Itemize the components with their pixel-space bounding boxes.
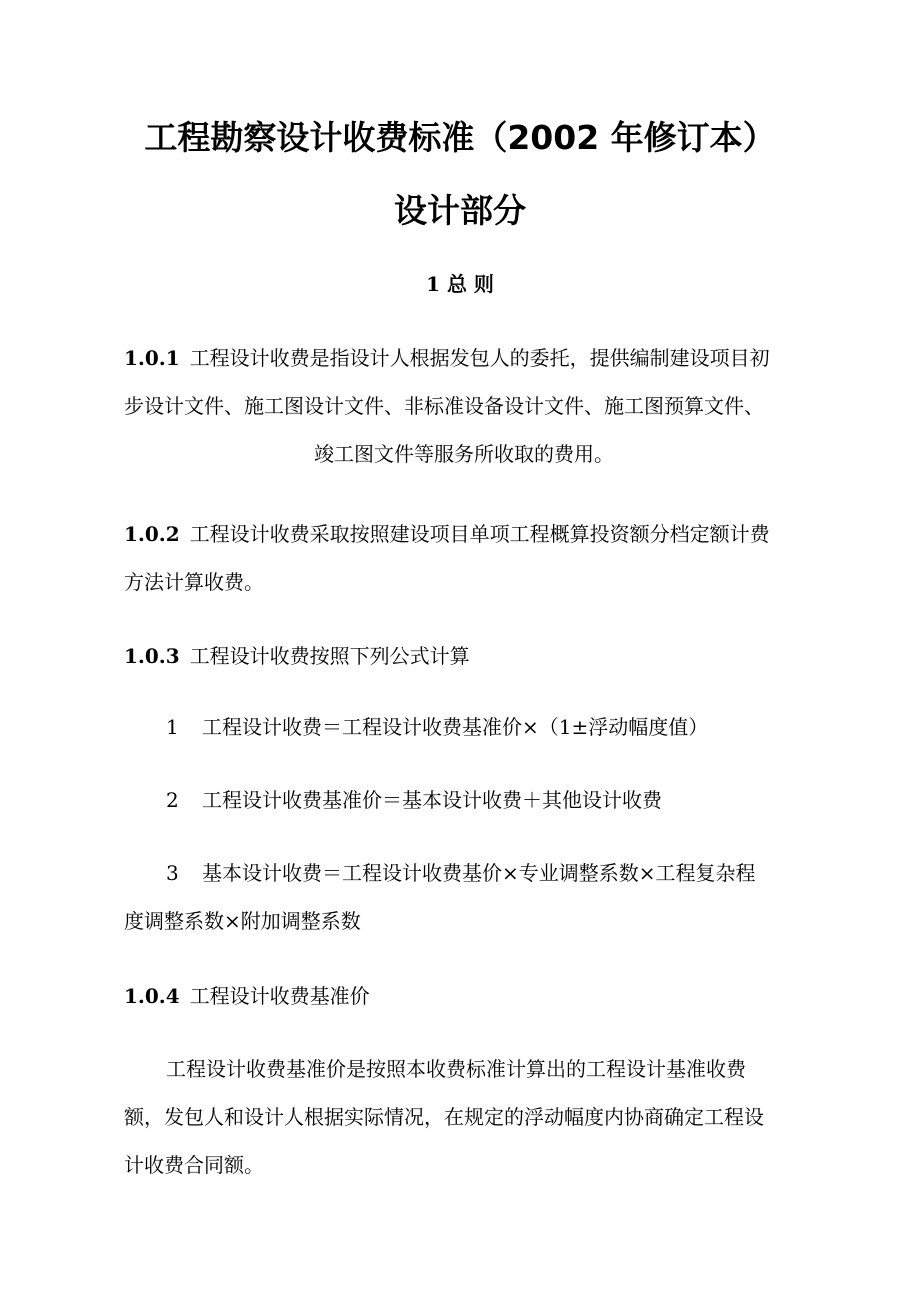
section-number: 1.0.3	[124, 644, 180, 668]
section-1-0-1-line-2: 步设计文件、施工图设计文件、非标准设备设计文件、施工图预算文件、	[124, 394, 764, 418]
section-1-0-4-heading: 1.0.4 工程设计收费基准价	[124, 984, 370, 1008]
section-1-0-4-line-2: 额，发包人和设计人根据实际情况，在规定的浮动幅度内协商确定工程设	[124, 1105, 764, 1129]
section-1-0-2-line-2: 方法计算收费。	[124, 570, 264, 594]
formula-number: 1	[166, 715, 179, 739]
formula-text: 工程设计收费基准价＝基本设计收费＋其他设计收费	[202, 788, 662, 812]
section-1-0-2	[124, 510, 804, 606]
document-subtitle: 设计部分	[394, 191, 526, 230]
document-title: 工程勘察设计收费标准（2002 年修订本）	[144, 118, 776, 157]
section-1-0-1	[124, 334, 804, 478]
section-number: 1.0.2	[124, 522, 180, 546]
section-1-0-3	[124, 632, 804, 680]
section-1-0-1-line-3: 竣工图文件等服务所收取的费用。	[314, 442, 614, 466]
section-1-0-1-line-1: 1.0.1 工程设计收费是指设计人根据发包人的委托，提供编制建设项目初	[124, 346, 770, 370]
formula-3	[124, 849, 804, 945]
section-1-0-4-line-1: 工程设计收费基准价是按照本收费标准计算出的工程设计基准收费	[166, 1057, 746, 1081]
section-1-0-4-body	[124, 1045, 804, 1189]
formula-text: 工程设计收费＝工程设计收费基准价×（1±浮动幅度值）	[202, 715, 709, 739]
section-1-0-4	[124, 972, 804, 1020]
formula-text: 基本设计收费＝工程设计收费基价×专业调整系数×工程复杂程	[202, 861, 756, 885]
formula-number: 2	[166, 788, 179, 812]
section-number: 1.0.4	[124, 984, 180, 1008]
section-1-0-2-line-1: 1.0.2 工程设计收费采取按照建设项目单项工程概算投资额分档定额计费	[124, 522, 770, 546]
formula-3-continuation: 度调整系数×附加调整系数	[124, 909, 361, 933]
formula-2	[124, 776, 846, 824]
section-1-0-3-heading: 1.0.3 工程设计收费按照下列公式计算	[124, 644, 470, 668]
section-number: 1.0.1	[124, 346, 180, 370]
chapter-heading: 1 总 则	[426, 272, 494, 296]
formula-number: 3	[166, 861, 179, 885]
section-1-0-4-line-3: 计收费合同额。	[124, 1153, 264, 1177]
formula-1	[124, 703, 846, 751]
